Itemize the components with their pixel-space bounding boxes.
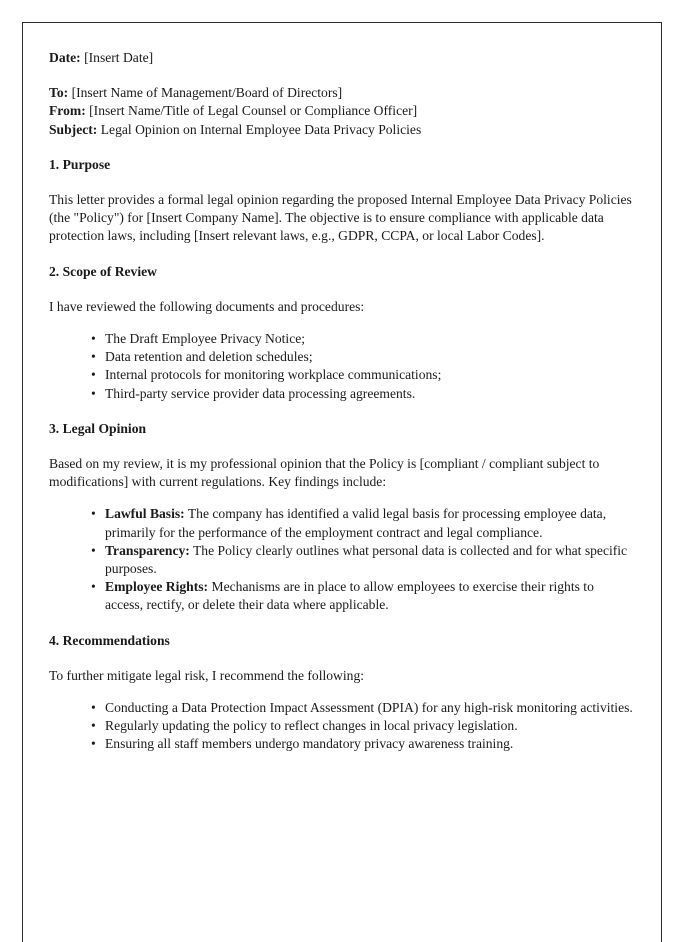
section-heading-recommendations: 4. Recommendations — [49, 632, 170, 648]
date-line — [49, 49, 635, 67]
to-label: To: — [49, 85, 69, 101]
spacer — [49, 139, 635, 156]
to-line — [49, 84, 635, 102]
section-body-recommendations: To further mitigate legal risk, I recommend the following: — [49, 667, 365, 683]
finding-text: Mechanisms are in place to allow employees to exercise their rights to access, rectify, or delete their data where applicable. — [105, 579, 594, 613]
list-item: • Third-party service provider data processing agreements. — [91, 385, 635, 403]
list-item: • Ensuring all staff members undergo mandatory privacy awareness training. — [91, 735, 635, 753]
list-item: • Internal protocols for monitoring workplace communications; — [91, 366, 635, 384]
section-body-purpose: This letter provides a formal legal opinion regarding the proposed Internal Employee Data Privacy Policies (the "Policy") for [Insert Company Name]. The objective is to ensure compliance with applicable data protection laws, including [Insert relevant laws, e.g., GDPR, CCPA, or local Labor Codes]. — [49, 192, 632, 244]
spacer — [49, 316, 635, 330]
subject-label: Subject: — [49, 121, 98, 137]
spacer — [49, 685, 635, 699]
section-heading-purpose: 1. Purpose — [49, 156, 111, 172]
list-item — [91, 505, 635, 541]
finding-term: Employee Rights: — [105, 579, 209, 595]
document-body — [23, 23, 661, 754]
letter-header — [49, 49, 635, 139]
subject-line — [49, 121, 635, 139]
subject-value: Legal Opinion on Internal Employee Data Privacy Policies — [100, 121, 422, 137]
date-value: [Insert Date] — [84, 50, 154, 65]
finding-text: The company has identified a valid legal basis for processing employee data, primarily for the performance of the employment contract and legal compliance. — [105, 506, 607, 540]
scope-list — [49, 330, 635, 403]
to-value: [Insert Name of Management/Board of Directors] — [71, 85, 343, 101]
from-label: From: — [49, 103, 86, 119]
from-line — [49, 102, 635, 120]
spacer — [49, 615, 635, 632]
section-body-opinion: Based on my review, it is my professional opinion that the Policy is [compliant / compliant subject to modifications] with current regulations. Key findings include: — [49, 456, 600, 490]
section-body-scope: I have reviewed the following documents and procedures: — [49, 298, 365, 314]
spacer — [49, 246, 635, 263]
document-page — [22, 22, 662, 942]
opinion-findings-list — [49, 505, 635, 614]
list-item: • Regularly updating the policy to reflect changes in local privacy legislation. — [91, 717, 635, 735]
list-item — [91, 578, 635, 614]
section-heading-opinion: 3. Legal Opinion — [49, 420, 147, 436]
spacer — [49, 491, 635, 505]
spacer — [49, 438, 635, 455]
spacer — [49, 650, 635, 667]
list-item: • Conducting a Data Protection Impact Assessment (DPIA) for any high-risk monitoring activities. — [91, 699, 635, 717]
finding-term: Transparency: — [105, 542, 190, 558]
header-spacer — [49, 67, 635, 84]
date-label: Date: — [49, 50, 81, 65]
spacer — [49, 281, 635, 298]
spacer — [49, 174, 635, 191]
recommendations-list — [49, 699, 635, 754]
section-heading-scope: 2. Scope of Review — [49, 263, 157, 279]
list-item: • Data retention and deletion schedules; — [91, 348, 635, 366]
from-value: [Insert Name/Title of Legal Counsel or Compliance Officer] — [89, 103, 418, 119]
finding-term: Lawful Basis: — [105, 506, 185, 522]
finding-text: The Policy clearly outlines what personal data is collected and for what specific purposes. — [105, 542, 628, 577]
list-item — [91, 542, 635, 578]
spacer — [49, 403, 635, 420]
list-item: • The Draft Employee Privacy Notice; — [91, 330, 635, 348]
